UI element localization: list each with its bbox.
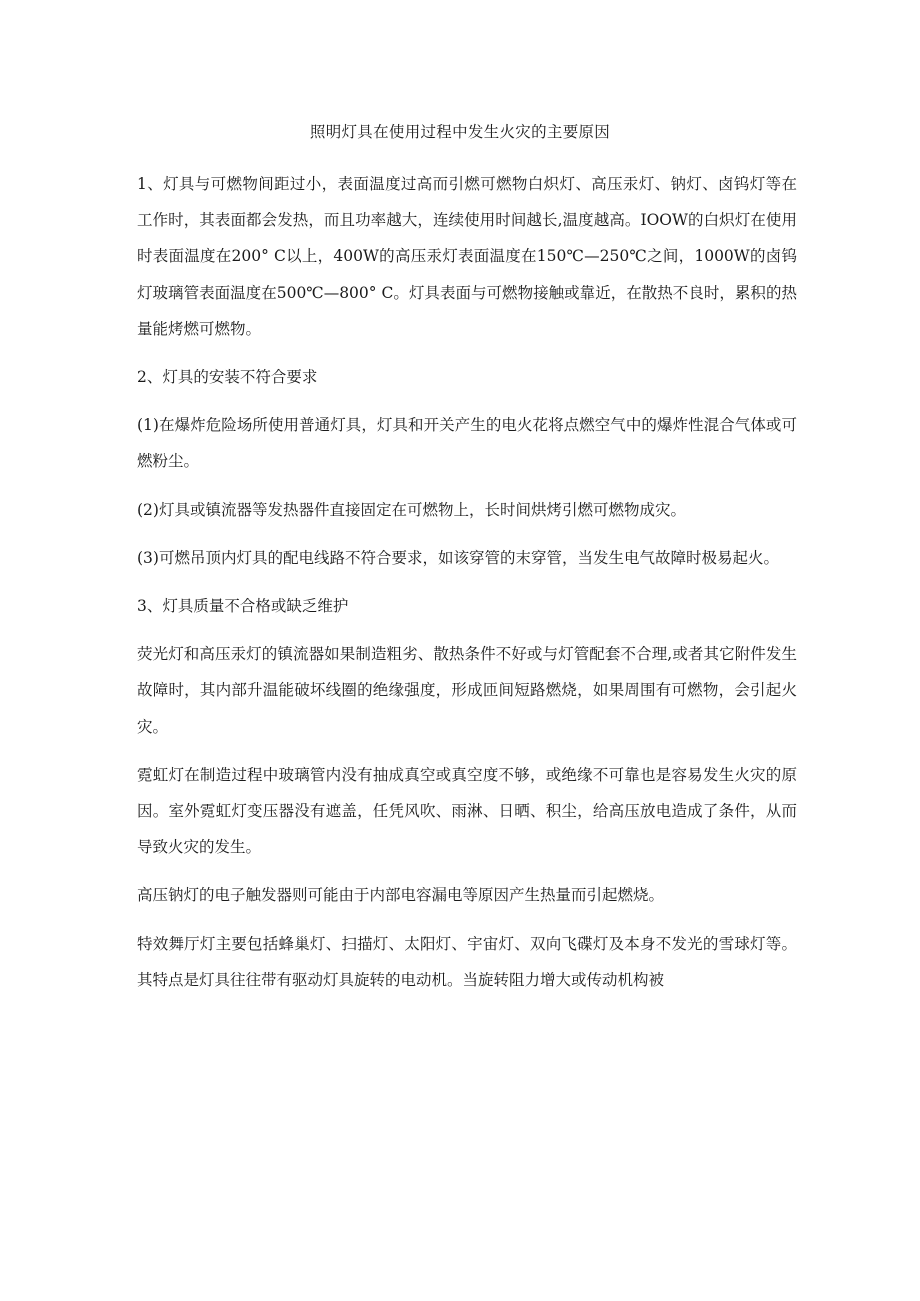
paragraph-2-1-explosive-areas: (1)在爆炸危险场所使用普通灯具，灯具和开关产生的电火花将点燃空气中的爆炸性混合气体或可燃粉尘。 [137,416,797,471]
paragraph-stage-lights: 特效舞厅灯主要包括蜂巢灯、扫描灯、太阳灯、宇宙灯、双向飞碟灯及本身不发光的雪球灯等。其特点是灯具往往带有驱动灯具旋转的电动机。当旋转阻力增大或传动机构被 [137,934,797,989]
section-heading-3-quality: 3、灯具质量不合格或缺乏维护 [137,597,349,616]
paragraph-ballast: 荧光灯和高压汞灯的镇流器如果制造粗劣、散热条件不好或与灯管配套不合理,或者其它附件发生故障时，其内部升温能破坏线圈的绝缘强度，形成匝间短路燃烧，如果周围有可燃物，会引起火灾。 [137,645,797,736]
paragraph-neon: 霓虹灯在制造过程中玻璃管内没有抽成真空或真空度不够，或绝缘不可靠也是容易发生火灾的原因。室外霓虹灯变压器没有遮盖，任凭风吹、雨淋、日晒、积尘，给高压放电造成了条件，从而导致火灾的发生。 [137,765,797,857]
document-body [137,166,797,1010]
document-title: 照明灯具在使用过程中发生火灾的主要原因 [309,123,611,141]
paragraph-2-3-ceiling-wiring: (3)可燃吊顶内灯具的配电线路不符合要求，如该穿管的末穿管，当发生电气故障时极易起火。 [137,548,779,567]
paragraph-2-2-heat-devices: (2)灯具或镇流器等发热器件直接固定在可燃物上，长时间烘烤引燃可燃物成灾。 [137,500,686,519]
section-heading-2-installation: 2、灯具的安装不符合要求 [137,368,318,387]
paragraph-1-spacing-hazard: 1、灯具与可燃物间距过小，表面温度过高而引燃可燃物白炽灯、高压汞灯、钠灯、卤钨灯等在工作时，其表面都会发热，而且功率越大，连续使用时间越长,温度越高。IOOW的白炽灯在使用时表面温度在200° C以上，400W的高压汞灯表面温度在150℃—250℃之间，1000W的卤钨灯玻璃管表面温度在500℃—800° C。灯具表面与可燃物接触或靠近，在散热不良时，累积的热量能烤燃可燃物。 [137,175,797,338]
paragraph-sodium-lamp: 高压钠灯的电子触发器则可能由于内部电容漏电等原因产生热量而引起燃烧。 [137,886,665,905]
